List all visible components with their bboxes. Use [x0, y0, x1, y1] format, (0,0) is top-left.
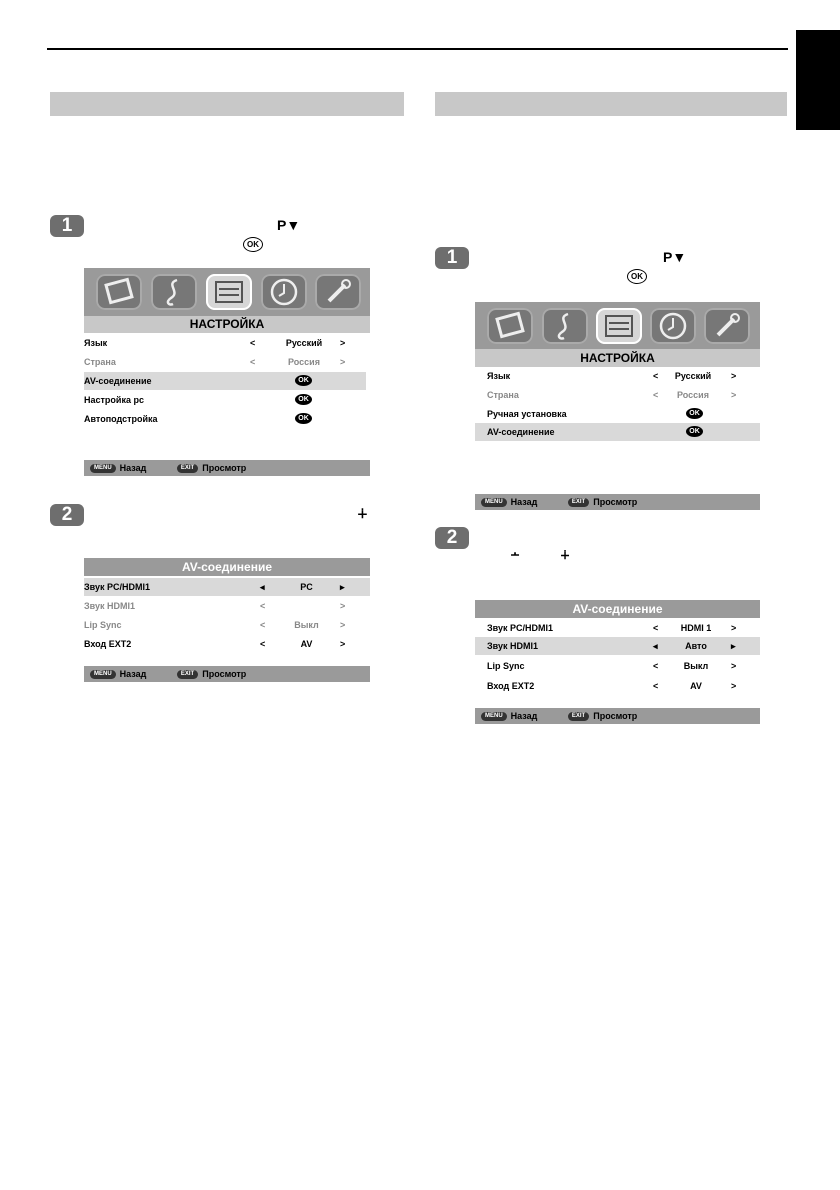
menu-key[interactable]: MENU: [481, 712, 507, 721]
step-1-badge: 1: [435, 247, 469, 269]
menu-footer-bar: MENU Назад EXIT Просмотр: [84, 666, 370, 682]
exit-key[interactable]: EXIT: [568, 498, 589, 507]
arrow-left-icon[interactable]: <: [250, 338, 256, 348]
left-section-band: [50, 92, 404, 116]
av-row-ext2-input[interactable]: Вход EXT2 < AV >: [84, 635, 370, 653]
av-row-ext2-input[interactable]: Вход EXT2 < AV >: [475, 677, 760, 695]
av-row-lip-sync: Lip Sync < Выкл >: [84, 616, 370, 634]
wrench-icon[interactable]: [704, 308, 750, 344]
arrow-right-icon[interactable]: >: [731, 661, 737, 671]
ok-badge-icon[interactable]: OK: [295, 413, 312, 424]
menu-row-manual-tuning[interactable]: Ручная установка OK: [475, 405, 760, 423]
av-row-sound-hdmi1[interactable]: Звук HDMI1 ◂ Авто ▸: [475, 637, 760, 655]
arrow-right-icon[interactable]: >: [731, 371, 737, 381]
header-rule: [47, 48, 788, 50]
menu-icon-row: [475, 302, 760, 349]
ok-badge-icon[interactable]: OK: [295, 375, 312, 386]
menu-row-av-connection[interactable]: AV-соединение OK: [84, 372, 366, 390]
menu-key[interactable]: MENU: [90, 670, 116, 679]
menu-key[interactable]: MENU: [90, 464, 116, 473]
arrow-right-icon: >: [340, 357, 346, 367]
arrow-right-icon[interactable]: >: [340, 639, 346, 649]
step-2-badge: 2: [435, 527, 469, 549]
picture-icon[interactable]: [96, 274, 142, 310]
arrow-left-icon[interactable]: <: [653, 681, 659, 691]
arrow-right-icon[interactable]: >: [731, 623, 737, 633]
menu-icon-row: [84, 268, 370, 316]
vol-plus-glyph: ∔: [357, 506, 368, 521]
av-menu-title: AV-соединение: [475, 600, 760, 618]
menu-footer-bar: MENU Назад EXIT Просмотр: [475, 708, 760, 724]
menu-row-country: Страна < Россия >: [475, 386, 760, 404]
arrow-left-icon[interactable]: <: [653, 371, 659, 381]
exit-key[interactable]: EXIT: [177, 464, 198, 473]
arrow-left-icon: <: [653, 390, 659, 400]
arrow-left-icon[interactable]: <: [260, 639, 266, 649]
av-menu-title: AV-соединение: [84, 558, 370, 576]
arrow-left-icon[interactable]: ◂: [260, 582, 265, 592]
arrow-left-icon: <: [260, 601, 266, 611]
arrow-left-icon[interactable]: <: [653, 661, 659, 671]
timer-icon[interactable]: [650, 308, 696, 344]
arrow-left-icon[interactable]: ◂: [653, 641, 658, 651]
exit-key[interactable]: EXIT: [177, 670, 198, 679]
menu-row-language[interactable]: Язык < Русский >: [84, 334, 370, 352]
ok-button-icon: OK: [627, 269, 647, 284]
av-row-sound-pc-hdmi1[interactable]: Звук PC/HDMI1 ◂ PC ▸: [84, 578, 370, 596]
left-setup-menu: [84, 268, 370, 478]
ok-badge-icon[interactable]: OK: [686, 408, 703, 419]
p-down-glyph: P▼: [663, 249, 687, 265]
setup-menu-title: НАСТРОЙКА: [475, 349, 760, 367]
vol-minus-glyph: ∸: [510, 548, 521, 562]
setup-icon[interactable]: [206, 274, 252, 310]
av-row-sound-pc-hdmi1[interactable]: Звук PC/HDMI1 < HDMI 1 >: [475, 619, 760, 637]
menu-row-country: Страна < Россия >: [84, 353, 370, 371]
step-2-badge: 2: [50, 504, 84, 526]
timer-icon[interactable]: [261, 274, 307, 310]
sound-icon[interactable]: [542, 308, 588, 344]
setup-menu-title: НАСТРОЙКА: [84, 316, 370, 333]
ok-badge-icon[interactable]: OK: [686, 426, 703, 437]
arrow-left-icon: <: [260, 620, 266, 630]
arrow-right-icon: >: [340, 620, 346, 630]
exit-key[interactable]: EXIT: [568, 712, 589, 721]
menu-row-av-connection[interactable]: AV-соединение OK: [475, 423, 760, 441]
arrow-right-icon: >: [731, 390, 737, 400]
arrow-right-icon: >: [340, 601, 346, 611]
wrench-icon[interactable]: [315, 274, 361, 310]
right-av-menu: [475, 600, 760, 724]
sound-icon[interactable]: [151, 274, 197, 310]
arrow-right-icon[interactable]: >: [340, 338, 346, 348]
vol-plus-glyph: ∔: [560, 548, 571, 562]
menu-row-auto-tuning[interactable]: Автоподстройка OK: [84, 410, 370, 428]
menu-key[interactable]: MENU: [481, 498, 507, 507]
arrow-right-icon[interactable]: ▸: [731, 641, 736, 651]
av-row-sound-hdmi1: Звук HDMI1 < >: [84, 597, 370, 615]
menu-footer-bar: MENU Назад EXIT Просмотр: [84, 460, 370, 476]
arrow-right-icon[interactable]: >: [731, 681, 737, 691]
menu-row-pc-setup[interactable]: Настройка рс OK: [84, 391, 370, 409]
arrow-left-icon: <: [250, 357, 256, 367]
arrow-left-icon[interactable]: <: [653, 623, 659, 633]
setup-icon[interactable]: [596, 308, 642, 344]
ok-button-icon: OK: [243, 237, 263, 252]
picture-icon[interactable]: [487, 308, 533, 344]
ok-badge-icon[interactable]: OK: [295, 394, 312, 405]
p-down-glyph: P▼: [277, 217, 301, 233]
step-1-badge: 1: [50, 215, 84, 237]
arrow-right-icon[interactable]: ▸: [340, 582, 345, 592]
av-row-lip-sync[interactable]: Lip Sync < Выкл >: [475, 657, 760, 675]
right-setup-menu: [475, 302, 760, 510]
left-av-menu: [84, 558, 370, 682]
right-section-band: [435, 92, 787, 116]
language-tab: [796, 30, 840, 130]
menu-footer-bar: MENU Назад EXIT Просмотр: [475, 494, 760, 510]
menu-row-language[interactable]: Язык < Русский >: [475, 367, 772, 385]
